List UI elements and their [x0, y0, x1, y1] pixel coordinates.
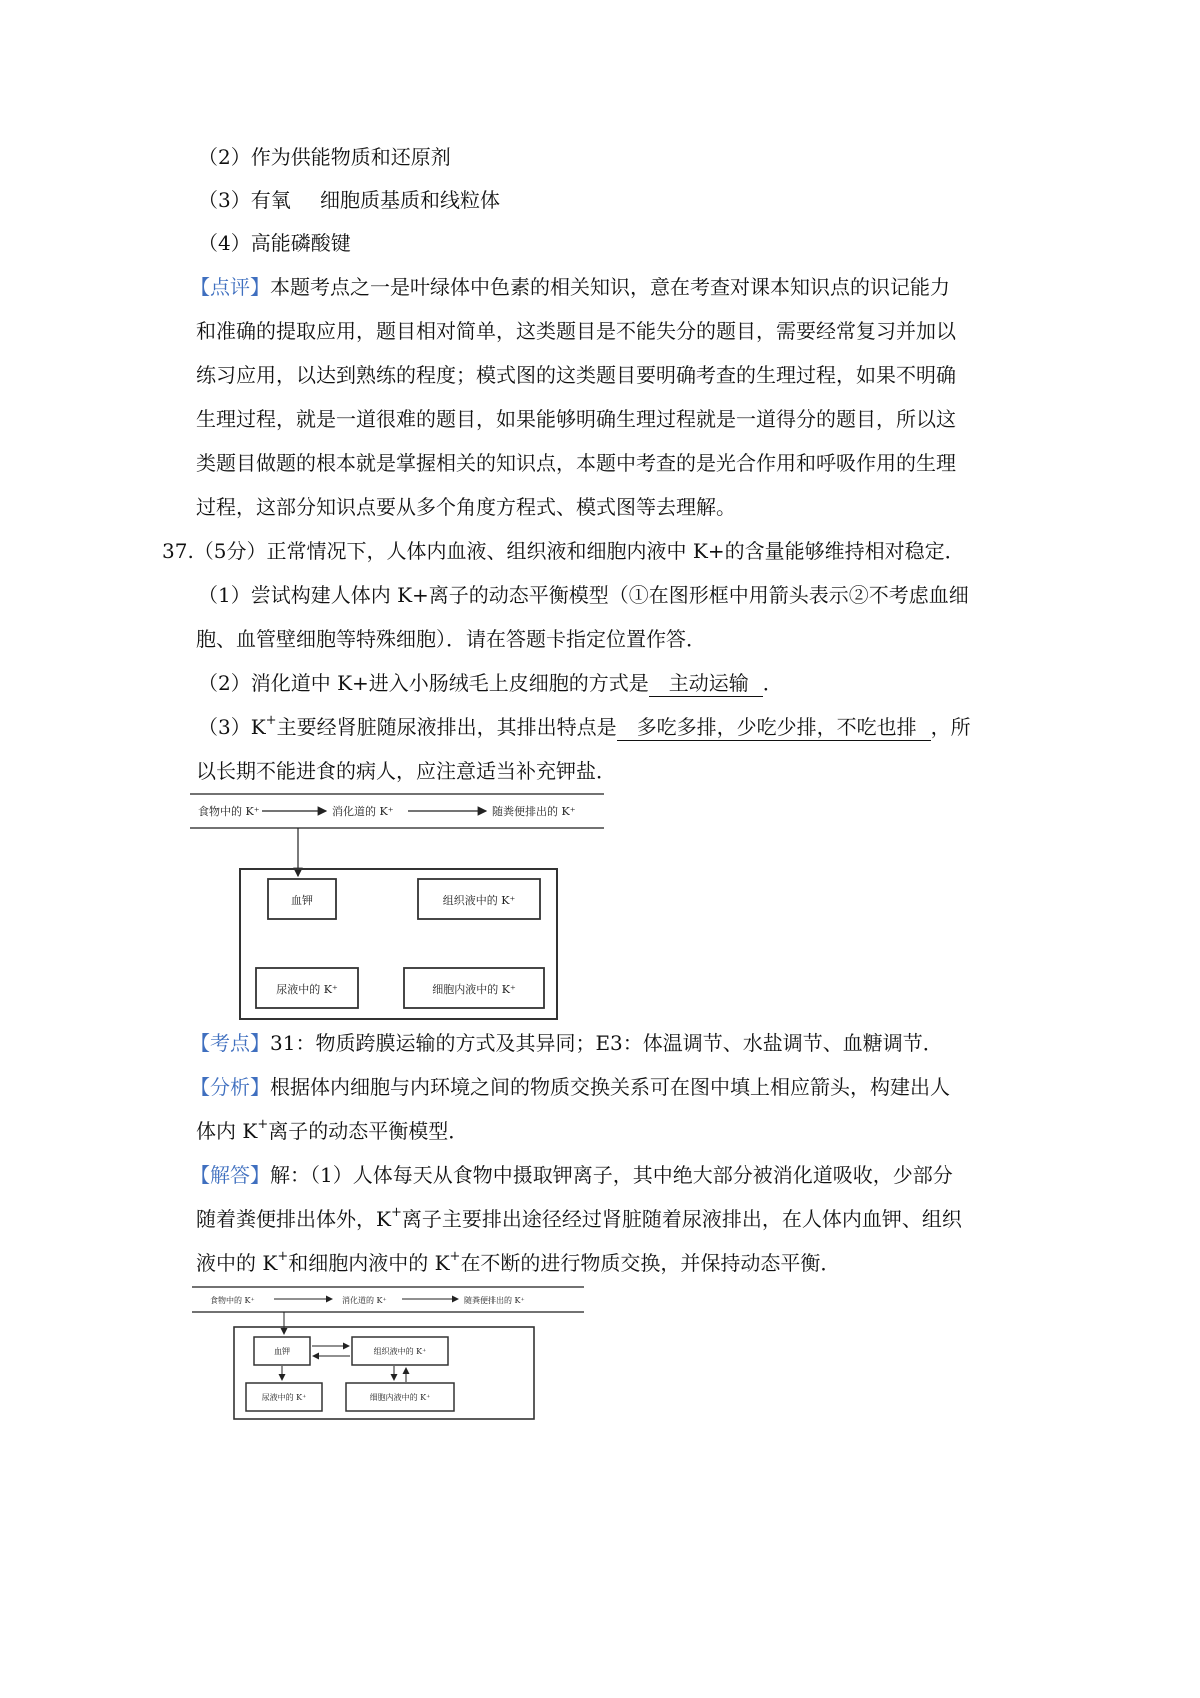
- comment-line-1: 【点评】本题考点之一是叶绿体中色素的相关知识，意在考查对课本知识点的识记能力: [190, 275, 950, 299]
- question-1-line-1: （1）尝试构建人体内 K+离子的动态平衡模型（①在图形框中用箭头表示②不考虑血细: [198, 583, 969, 607]
- question-2-answer: 主动运输: [649, 673, 763, 697]
- d2-urine-k: 尿液中的 K⁺: [261, 1393, 307, 1402]
- question-1-line-2: 胞、血管壁细胞等特殊细胞）．请在答题卡指定位置作答．: [196, 627, 706, 651]
- question-3-answer: 多吃多排，少吃少排，不吃也排: [617, 717, 931, 741]
- d1-tissue-k: 组织液中的 K⁺: [442, 894, 516, 907]
- d2-food-k: 食物中的 K⁺: [210, 1296, 255, 1305]
- d1-food-k: 食物中的 K⁺: [198, 805, 260, 818]
- comment-line-5: 类题目做题的根本就是掌握相关的知识点，本题中考查的是光合作用和呼吸作用的生理: [196, 451, 956, 475]
- question-3-line-2: 以长期不能进食的病人，应注意适当补充钾盐．: [196, 759, 616, 783]
- comment-line-4: 生理过程，就是一道很难的题目，如果能够明确生理过程就是一道得分的题目，所以这: [196, 407, 956, 431]
- comment-tag: 【点评】: [190, 275, 270, 299]
- d2-blood-k: 血钾: [274, 1347, 290, 1356]
- kaodian-line: 【考点】31：物质跨膜运输的方式及其异同；E3：体温调节、水盐调节、血糖调节．: [190, 1031, 943, 1055]
- answer-2: （2）作为供能物质和还原剂: [198, 145, 451, 169]
- d1-digestive-k: 消化道的 K⁺: [332, 805, 394, 818]
- question-3-line-1: （3）K+主要经肾脏随尿液排出，其排出特点是 多吃多排，少吃少排，不吃也排 ，所: [198, 713, 971, 739]
- comment-line-6: 过程，这部分知识点要从多个角度方程式、模式图等去理解。: [196, 495, 736, 519]
- comment-line-2: 和准确的提取应用，题目相对简单，这类题目是不能失分的题目，需要经常复习并加以: [196, 319, 956, 343]
- kaodian-tag: 【考点】: [190, 1031, 270, 1055]
- answer-4: （4）高能磷酸键: [198, 231, 351, 255]
- d2-tissue-k: 组织液中的 K⁺: [373, 1347, 427, 1356]
- fenxi-line-2: 体内 K+离子的动态平衡模型．: [196, 1117, 469, 1143]
- question-stem: 37.（5分）正常情况下，人体内血液、组织液和细胞内液中 K+的含量能够维持相对稳定．: [162, 539, 965, 563]
- d1-feces-k: 随粪便排出的 K⁺: [492, 805, 576, 818]
- jieda-line-2: 随着粪便排出体外，K+离子主要排出途径经过肾脏随着尿液排出，在人体内血钾、组织: [196, 1205, 962, 1231]
- jieda-tag: 【解答】: [190, 1163, 270, 1187]
- answer-3-value: 细胞质基质和线粒体: [320, 188, 500, 212]
- fenxi-line-1: 【分析】根据体内细胞与内环境之间的物质交换关系可在图中填上相应箭头，构建出人: [190, 1075, 950, 1099]
- fenxi-tag: 【分析】: [190, 1075, 270, 1099]
- jieda-line-1: 【解答】解：（1）人体每天从食物中摄取钾离子，其中绝大部分被消化道吸收，少部分: [190, 1163, 953, 1187]
- k-balance-diagram-blank: [190, 790, 615, 1025]
- d1-blood-k: 血钾: [291, 894, 313, 907]
- d2-digestive-k: 消化道的 K⁺: [342, 1296, 387, 1305]
- d1-urine-k: 尿液中的 K⁺: [276, 983, 338, 996]
- d2-intracellular-k: 细胞内液中的 K⁺: [369, 1393, 431, 1402]
- jieda-line-3: 液中的 K+和细胞内液中的 K+在不断的进行物质交换，并保持动态平衡．: [196, 1249, 841, 1275]
- comment-line-3: 练习应用，以达到熟练的程度；模式图的这类题目要明确考查的生理过程，如果不明确: [196, 363, 956, 387]
- d1-intracellular-k: 细胞内液中的 K⁺: [432, 983, 516, 996]
- answer-3-label: （3）有氧: [198, 188, 291, 212]
- d2-feces-k: 随粪便排出的 K⁺: [464, 1296, 525, 1305]
- k-balance-diagram-answer: [192, 1282, 592, 1427]
- question-2: （2）消化道中 K+进入小肠绒毛上皮细胞的方式是 主动运输 ．: [198, 671, 783, 695]
